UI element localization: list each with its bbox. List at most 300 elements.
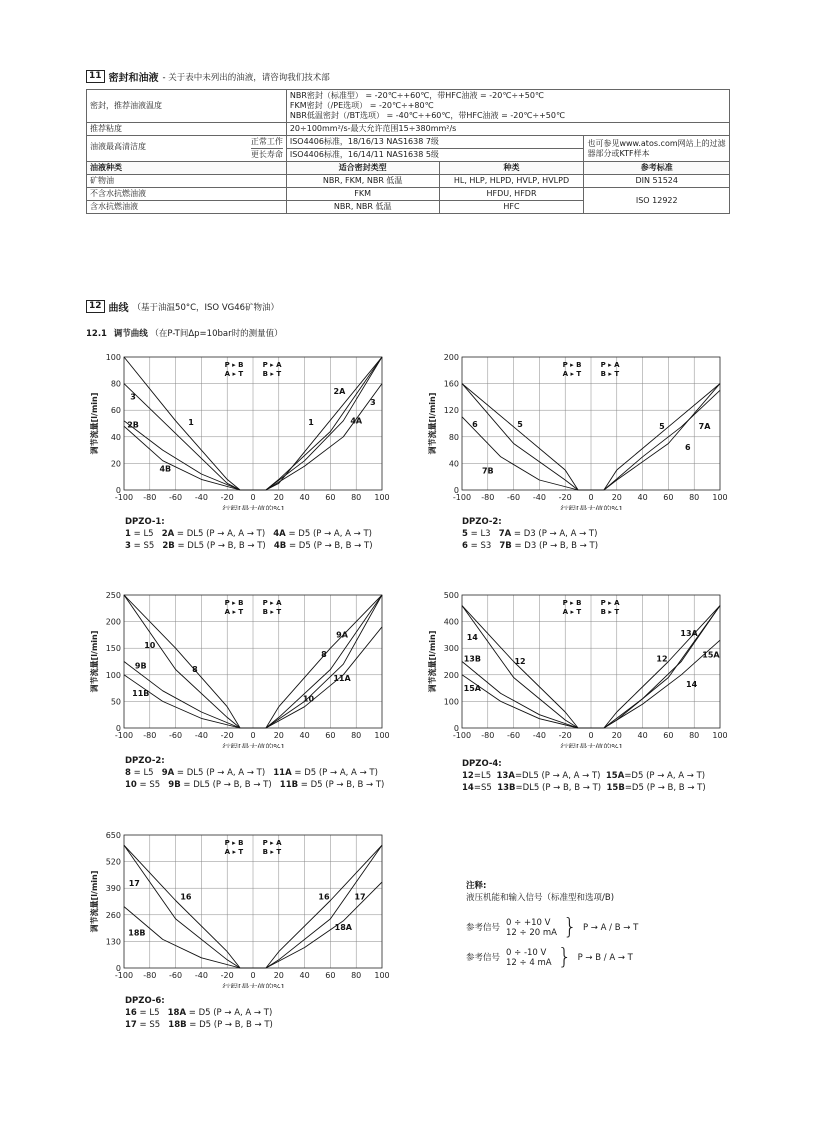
line-chart [86,828,396,988]
y-tick-label: 0 [115,486,121,495]
x-axis-label: 行程[最大值的%] [222,743,284,748]
x-tick-label: -60 [507,731,521,740]
y-tick-label: 500 [443,591,459,600]
curve-label: 7A [698,421,711,431]
curve-label: 6 [684,443,691,453]
curve-label: 15A [463,683,481,693]
table-cell: HL, HLP, HLPD, HVLP, HVLPD [439,175,584,188]
symbol-label: B ▸ T [262,848,282,856]
cleanliness-label-cell [87,136,287,162]
x-tick-label: 40 [299,731,310,740]
caption-code: 7A [498,529,512,539]
caption-model: DPZO-6: [125,996,165,1006]
curve-label: 17 [128,879,140,889]
symbol-label: P ▸ B [224,361,244,369]
x-tick-label: 40 [299,493,310,502]
chart-caption [125,516,373,552]
caption-code: 5 [462,529,468,539]
caption-text: = D5 (P → B, B → T) [298,780,385,790]
y-tick-label: 100 [105,353,121,362]
table-cell: 矿物油 [87,175,287,188]
caption-text: = DL5 (P → B, B → T) [174,541,274,551]
x-tick-label: 20 [273,493,284,502]
normal-label: 正常工作 [251,136,283,149]
seal-line: NBR低温密封（/BT选项） = -40℃÷+60℃，带HFC油液 = -20℃÷+50℃ [289,111,565,120]
subsection-note: （在P-T间Δp=10bar时的测量值） [150,329,283,339]
caption-text: =DL5 (P → B, B → T) [515,783,607,793]
x-tick-label: -60 [507,493,521,502]
caption-text: =L5 [473,771,497,781]
signal-value: 0 ÷ -10 V [506,948,547,958]
caption-text: = D5 (P → A, A → T) [291,768,378,778]
caption-text: = D3 (P → A, A → T) [511,529,598,539]
signal-row [466,945,638,970]
caption-line [125,1007,273,1019]
x-tick-label: -80 [143,493,157,502]
filter-note: 也可参见www.atos.com网站上的过滤器部分或KTF样本 [584,136,730,162]
caption-line [125,779,384,791]
section-11-header [86,69,330,84]
table-cell: NBR, FKM, NBR 低温 [286,175,439,188]
symbol-label: B ▸ T [600,370,620,378]
symbol-label: P ▸ A [600,361,620,369]
table-row [87,136,730,162]
curve-label: 8 [321,650,327,660]
caption-code: 13A [496,771,515,781]
row-label: 油液最高清洁度 [90,142,146,151]
y-axis-label: 调节流量[l/min] [428,630,437,693]
signal-label: 参考信号 [466,953,501,963]
chart-container [86,350,396,512]
x-tick-label: 100 [712,493,728,502]
caption-model: DPZO-4: [462,759,502,769]
curve-label: 12 [514,657,526,667]
caption-code: 7B [499,541,512,551]
column-header: 参考标准 [584,162,730,175]
notes-title: 注释: [466,881,487,891]
y-tick-label: 200 [105,617,121,627]
x-tick-label: 80 [351,731,362,740]
table-cell: HFC [439,201,584,214]
table-cell: 不含水抗燃油液 [87,188,287,201]
subsection-header [86,327,283,339]
symbol-label: A ▸ T [224,370,244,378]
caption-code: 18B [168,1020,187,1030]
y-tick-label: 0 [115,724,121,733]
x-tick-label: -40 [194,731,208,740]
y-axis-label: 调节流量[l/min] [90,392,99,455]
x-tick-label: -40 [194,971,208,980]
x-tick-label: 0 [250,493,256,502]
signal-value: 12 ÷ 4 mA [506,958,552,968]
section-number: 11 [86,70,105,83]
caption-line [462,528,598,540]
chart-container [424,588,734,750]
chart-caption [125,995,273,1031]
y-tick-label: 60 [110,406,121,416]
x-tick-label: 0 [588,731,594,740]
series-line-4B [124,426,240,490]
table-cell: FKM [286,188,439,201]
series-line-18B [124,907,240,968]
x-tick-label: 100 [712,731,728,740]
caption-code: 16 [125,1008,137,1018]
caption-code: 9B [168,780,181,790]
caption-code: 3 [125,541,131,551]
curve-label: 4B [159,464,172,474]
symbol-label: P ▸ B [224,599,244,607]
row-label: 密封，推荐油液温度 [87,90,287,123]
viscosity-cell: 20÷100mm²/s-最大允许范围15÷380mm²/s [286,123,729,136]
y-tick-label: 200 [443,353,459,362]
caption-code: 11B [279,780,299,790]
x-tick-label: 0 [250,731,256,740]
curve-label: 13B [463,654,481,664]
x-tick-label: 0 [250,971,256,980]
cleanliness-value-cell [286,136,584,162]
x-tick-label: 100 [374,493,390,502]
subsection-title: 调节曲线 [113,329,148,339]
curve-label: 16 [318,892,330,902]
x-tick-label: -20 [220,971,234,980]
x-tick-label: 80 [689,493,700,502]
symbol-label: B ▸ T [262,608,282,616]
x-tick-label: -60 [169,971,183,980]
y-tick-label: 40 [448,459,459,469]
curve-label: 9B [134,661,147,671]
table-cell: 含水抗燃油液 [87,201,287,214]
series-line-2B [124,421,240,490]
x-tick-label: -40 [194,493,208,502]
curve-label: 16 [180,892,192,902]
section-title: 曲线 [108,303,129,314]
x-tick-label: -20 [558,493,572,502]
chart-container [86,828,396,990]
y-tick-label: 250 [105,591,121,600]
curve-label: 11B [132,689,150,699]
y-tick-label: 200 [443,670,459,680]
curve-label: 3 [370,397,376,407]
x-axis-label: 行程[最大值的%] [560,505,622,510]
signal-value: 12 ÷ 20 mA [506,928,557,938]
seal-line: NBR密封（标准型） = -20℃÷+60℃，带HFC油液 = -20℃÷+50℃ [289,91,544,100]
x-axis-label: 行程[最大值的%] [222,983,284,988]
symbol-label: B ▸ T [262,370,282,378]
series-line-13B [462,662,578,729]
symbol-label: A ▸ T [224,608,244,616]
series-line-7A [604,390,720,490]
y-tick-label: 130 [105,937,121,947]
curve-label: 14 [686,679,698,689]
caption-model: DPZO-2: [125,756,165,766]
y-tick-label: 400 [443,617,459,627]
table-cell: HFDU, HFDR [439,188,584,201]
caption-code: 8 [125,768,131,778]
caption-text: = D5 (P → B, B → T) [186,1020,273,1030]
chart-caption [462,758,706,794]
curve-label: 2B [127,420,139,430]
normal-value: ISO4406标准，18/16/13 NAS1638 7级 [287,136,584,149]
curve-label: 17 [354,892,366,902]
y-tick-label: 260 [105,910,121,920]
table-row [87,175,730,188]
x-tick-label: 80 [351,493,362,502]
caption-line [462,782,706,794]
y-tick-label: 150 [105,644,121,654]
caption-code: 18A [167,1008,187,1018]
curve-label: 14 [466,633,478,643]
x-tick-label: -20 [558,731,572,740]
curve-label: 5 [659,421,665,431]
x-tick-label: -60 [169,493,183,502]
line-chart [86,350,396,510]
series-line-2A [266,357,382,490]
caption-code: 12 [462,771,474,781]
caption-text: = DL5 (P → B, B → T) [180,780,280,790]
x-tick-label: -40 [532,493,546,502]
caption-code: 1 [125,529,131,539]
caption-code: 10 [125,780,137,790]
caption-code: 4B [273,541,287,551]
curve-label: 5 [517,419,523,429]
caption-model: DPZO-1: [125,517,165,527]
curve-label: 7B [481,466,494,476]
caption-line [462,540,598,552]
signal-result: P → A / B → T [582,923,639,933]
seal-temperature-cell [286,90,729,123]
x-tick-label: 20 [273,971,284,980]
x-tick-label: 0 [588,493,594,502]
curve-label: 6 [472,419,478,429]
symbol-label: P ▸ A [262,599,282,607]
row-label: 推荐粘度 [87,123,287,136]
y-axis-label: 调节流量[l/min] [428,392,437,455]
caption-code: 2A [161,529,175,539]
caption-line [125,1019,273,1031]
y-tick-label: 100 [105,670,121,680]
y-axis-label: 调节流量[l/min] [90,630,99,693]
caption-line [125,767,384,779]
symbol-label: B ▸ T [600,608,620,616]
curve-label: 9A [336,630,348,640]
symbol-label: P ▸ A [600,599,620,607]
x-tick-label: 100 [374,971,390,980]
table-row [87,90,730,123]
column-header: 适合密封类型 [286,162,439,175]
caption-code: 15B [606,783,625,793]
caption-code: 11A [273,768,292,778]
long-label: 更长寿命 [250,150,283,159]
curve-label: 1 [188,417,194,427]
caption-text: = L3 [467,529,499,539]
y-tick-label: 20 [110,459,121,469]
caption-code: 6 [462,541,468,551]
signal-row [466,915,639,940]
symbol-label: P ▸ A [262,839,282,847]
long-value: ISO4406标准，16/14/11 NAS1638 5级 [289,150,439,159]
caption-text: = S3 [467,541,500,551]
caption-text: = S5 [136,1020,169,1030]
section-title: 密封和油液 [108,73,159,84]
symbol-label: P ▸ B [562,599,582,607]
chart-container [424,350,734,512]
caption-code: 15A [605,771,625,781]
x-tick-label: 20 [611,731,622,740]
caption-text: = L5 [130,768,162,778]
caption-line [125,540,373,552]
x-tick-label: 60 [663,493,674,502]
curve-label: 2A [333,387,346,397]
curve-label: 1 [308,417,314,427]
x-tick-label: 60 [325,971,336,980]
curve-label: 12 [656,654,668,664]
seals-fluids-table [86,89,730,214]
symbol-label: P ▸ B [562,361,582,369]
brace-icon: } [557,945,572,970]
x-tick-label: -80 [481,493,495,502]
caption-text: = DL5 (P → A, A → T) [174,768,274,778]
caption-text: =D5 (P → B, B → T) [624,783,706,793]
x-tick-label: 80 [689,731,700,740]
x-tick-label: 20 [273,731,284,740]
line-chart [86,588,396,748]
subsection-number: 12.1 [86,329,107,339]
caption-code: 9A [161,768,175,778]
caption-code: 13B [497,783,516,793]
curve-label: 11A [333,674,351,684]
x-tick-label: 100 [374,731,390,740]
caption-text: = L5 [136,1008,168,1018]
line-chart [424,350,734,510]
symbol-label: A ▸ T [562,608,582,616]
symbol-label: A ▸ T [224,848,244,856]
chart-caption [462,516,598,552]
section-number: 12 [86,300,105,313]
x-tick-label: -100 [114,731,134,740]
x-tick-label: -100 [452,731,472,740]
curve-label: 18B [128,928,146,938]
signal-label: 参考信号 [466,923,501,933]
curve-label: 8 [192,665,198,675]
caption-text: =S5 [473,783,498,793]
caption-text: = D3 (P → B, B → T) [511,541,599,551]
caption-text: = DL5 (P → A, A → T) [174,529,274,539]
table-cell: NBR, NBR 低温 [286,201,439,214]
x-tick-label: -80 [481,731,495,740]
caption-line [125,528,373,540]
x-tick-label: 60 [663,731,674,740]
caption-line [462,770,706,782]
curve-label: 15A [702,650,720,660]
x-tick-label: -20 [220,493,234,502]
caption-model: DPZO-2: [462,517,502,527]
caption-text: =DL5 (P → A, A → T) [514,771,606,781]
chart-caption [125,755,384,791]
caption-text: = D5 (P → A, A → T) [285,529,372,539]
x-tick-label: -60 [169,731,183,740]
curve-label: 4A [350,416,363,426]
x-tick-label: -20 [220,731,234,740]
column-header: 种类 [439,162,584,175]
y-tick-label: 520 [105,857,121,867]
caption-text: = L5 [130,529,162,539]
y-tick-label: 80 [110,379,121,389]
line-chart [424,588,734,748]
y-tick-label: 390 [105,884,121,894]
x-tick-label: -100 [452,493,472,502]
table-cell: ISO 12922 [584,188,730,214]
table-row [87,188,730,201]
caption-code: 14 [462,783,474,793]
x-tick-label: 60 [325,731,336,740]
y-tick-label: 0 [115,964,121,973]
y-tick-label: 120 [443,406,459,416]
caption-code: 4A [273,529,286,539]
caption-text: =D5 (P → A, A → T) [624,771,706,781]
symbol-label: A ▸ T [562,370,582,378]
x-tick-label: 80 [351,971,362,980]
y-tick-label: 80 [448,432,459,442]
symbol-label: P ▸ A [262,361,282,369]
curve-label: 18A [334,923,352,933]
x-tick-label: -80 [143,731,157,740]
seal-line: FKM密封（/PE选项） = -20℃÷+80℃ [289,101,434,110]
y-tick-label: 50 [110,697,121,707]
y-tick-label: 100 [443,697,459,707]
x-tick-label: 40 [637,731,648,740]
x-axis-label: 行程[最大值的%] [222,505,284,510]
signal-result: P → B / A → T [577,953,633,963]
y-tick-label: 650 [105,831,121,840]
curve-label: 10 [302,694,315,704]
x-tick-label: -80 [143,971,157,980]
y-tick-label: 300 [443,644,459,654]
curve-label: 3 [130,392,136,402]
caption-text: = S5 [130,541,163,551]
y-axis-label: 调节流量[l/min] [90,870,99,933]
chart-container [86,588,396,750]
x-tick-label: -40 [532,731,546,740]
signal-value: 0 ÷ +10 V [506,918,551,928]
x-tick-label: -100 [114,493,134,502]
y-tick-label: 0 [453,486,459,495]
caption-code: 2B [162,541,175,551]
section-subtitle: （基于油温50°C，ISO VG46矿物油） [132,302,280,313]
symbol-label: P ▸ B [224,839,244,847]
x-tick-label: 40 [637,493,648,502]
table-cell: DIN 51524 [584,175,730,188]
y-tick-label: 0 [453,724,459,733]
x-tick-label: -100 [114,971,134,980]
x-tick-label: 40 [299,971,310,980]
y-tick-label: 40 [110,432,121,442]
caption-text: = S5 [136,780,169,790]
section-subtitle: - 关于表中未列出的油液，请咨询我们技术部 [162,72,330,83]
x-axis-label: 行程[最大值的%] [560,743,622,748]
curve-label: 10 [144,641,156,651]
notes-line: 液压机能和输入信号（标准型和选项/B) [466,893,615,903]
caption-text: = D5 (P → B, B → T) [286,541,373,551]
column-header: 油液种类 [87,162,287,175]
section-12-header [86,299,279,314]
curve-label: 13A [680,629,698,639]
x-tick-label: 60 [325,493,336,502]
x-tick-label: 20 [611,493,622,502]
notes-block [466,880,638,968]
table-header-row [87,162,730,175]
caption-code: 17 [125,1020,137,1030]
caption-text: = D5 (P → A, A → T) [186,1008,273,1018]
